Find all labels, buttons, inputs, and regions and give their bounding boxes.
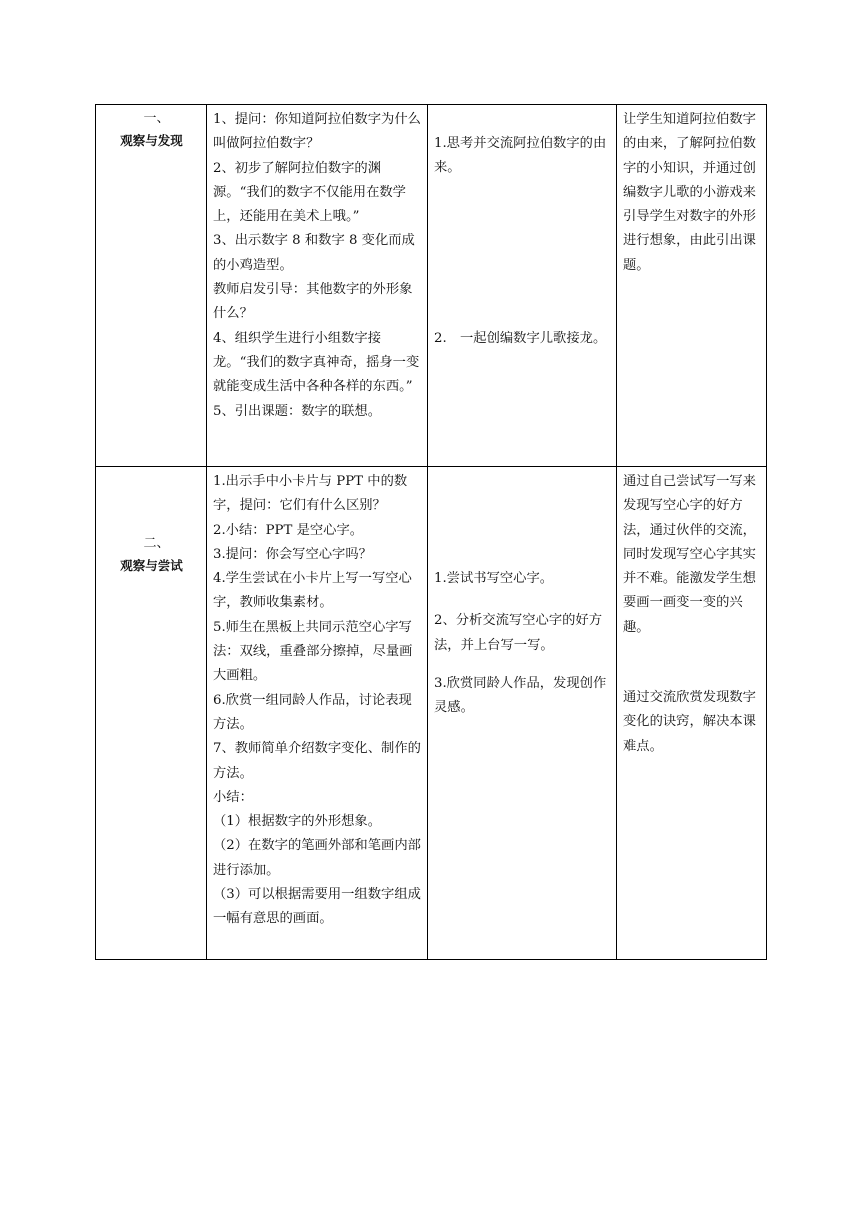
teacher-step: （1）根据数字的外形想象。 <box>213 814 382 830</box>
teacher-activity-cell <box>207 105 428 467</box>
teacher-step: 教师启发引导：其他数字的外形象什么？ <box>213 282 413 322</box>
student-activity-cell <box>428 105 617 467</box>
teacher-step: 1.出示手中小卡片与 PPT 中的数字，提问：它们有什么区别？ <box>213 474 408 514</box>
student-step: 1.思考并交流阿拉伯数字的由来。 <box>434 136 607 176</box>
stage-number: 一、 <box>143 111 170 126</box>
teacher-step: （3）可以根据需要用一组数字组成一幅有意思的画面。 <box>213 887 421 927</box>
teacher-step: 4、组织学生进行小组数字接龙。“我们的数字真神奇，摇身一变就能变成生活中各种各样的东西。” <box>213 330 420 395</box>
teacher-step: 3、出示数字 8 和数字 8 变化而成的小鸡造型。 <box>213 233 415 273</box>
teacher-step: 5、引出课题：数字的联想。 <box>213 403 382 419</box>
table-row <box>96 105 767 467</box>
table-row <box>96 467 767 960</box>
teacher-step: 3.提问：你会写空心字吗？ <box>213 546 372 562</box>
lesson-plan-table <box>95 104 767 960</box>
teacher-step: 2.小结：PPT 是空心字。 <box>213 522 364 538</box>
student-step: 3.欣赏同龄人作品，发现创作灵感。 <box>434 675 607 716</box>
stage-title: 观察与尝试 <box>120 558 183 573</box>
student-activity-cell <box>428 467 617 960</box>
stage-number: 二、 <box>143 536 170 551</box>
student-step: 2、分析交流写空心字的好方法，并上台写一写。 <box>434 613 603 653</box>
design-intent-cell <box>617 105 767 467</box>
teacher-step: 7、教师简单介绍数字变化、制作的方法。 <box>213 741 421 781</box>
student-step: 1.尝试书写空心字。 <box>434 571 554 586</box>
teacher-step: 2、初步了解阿拉伯数字的渊源。“我们的数字不仅能用在数学上，还能用在美术上哦。” <box>213 160 406 225</box>
stage-cell <box>96 105 207 467</box>
teacher-activity-cell <box>207 467 428 960</box>
teacher-step: 1、提问：你知道阿拉伯数字为什么叫做阿拉伯数字？ <box>213 112 421 152</box>
design-intent: 通过自己尝试写一写来发现写空心字的好方法，通过伙伴的交流，同时发现写空心字其实并不难。能激发学生想要画一画变一变的兴趣。 <box>623 474 756 635</box>
design-intent: 让学生知道阿拉伯数字的由来，了解阿拉伯数字的小知识，并通过创编数字儿歌的小游戏来引导学生对数字的外形进行想象，由此引出课题。 <box>623 112 756 273</box>
student-step: 2. 一起创编数字儿歌接龙。 <box>434 330 607 346</box>
teacher-step: （2）在数字的笔画外部和笔画内部进行添加。 <box>213 838 421 878</box>
stage-title: 观察与发现 <box>120 133 183 148</box>
teacher-step: 5.师生在黑板上共同示范空心字写法：双线，重叠部分擦掉，尽量画大画粗。 <box>213 619 413 684</box>
design-intent-cell <box>617 467 767 960</box>
teacher-step: 6.欣赏一组同龄人作品，讨论表现方法。 <box>213 692 412 732</box>
teacher-step: 小结： <box>213 789 253 805</box>
stage-cell <box>96 467 207 960</box>
teacher-step: 4.学生尝试在小卡片上写一写空心字，教师收集素材。 <box>213 571 412 611</box>
design-intent: 通过交流欣赏发现数字变化的诀窍，解决本课难点。 <box>623 690 756 754</box>
